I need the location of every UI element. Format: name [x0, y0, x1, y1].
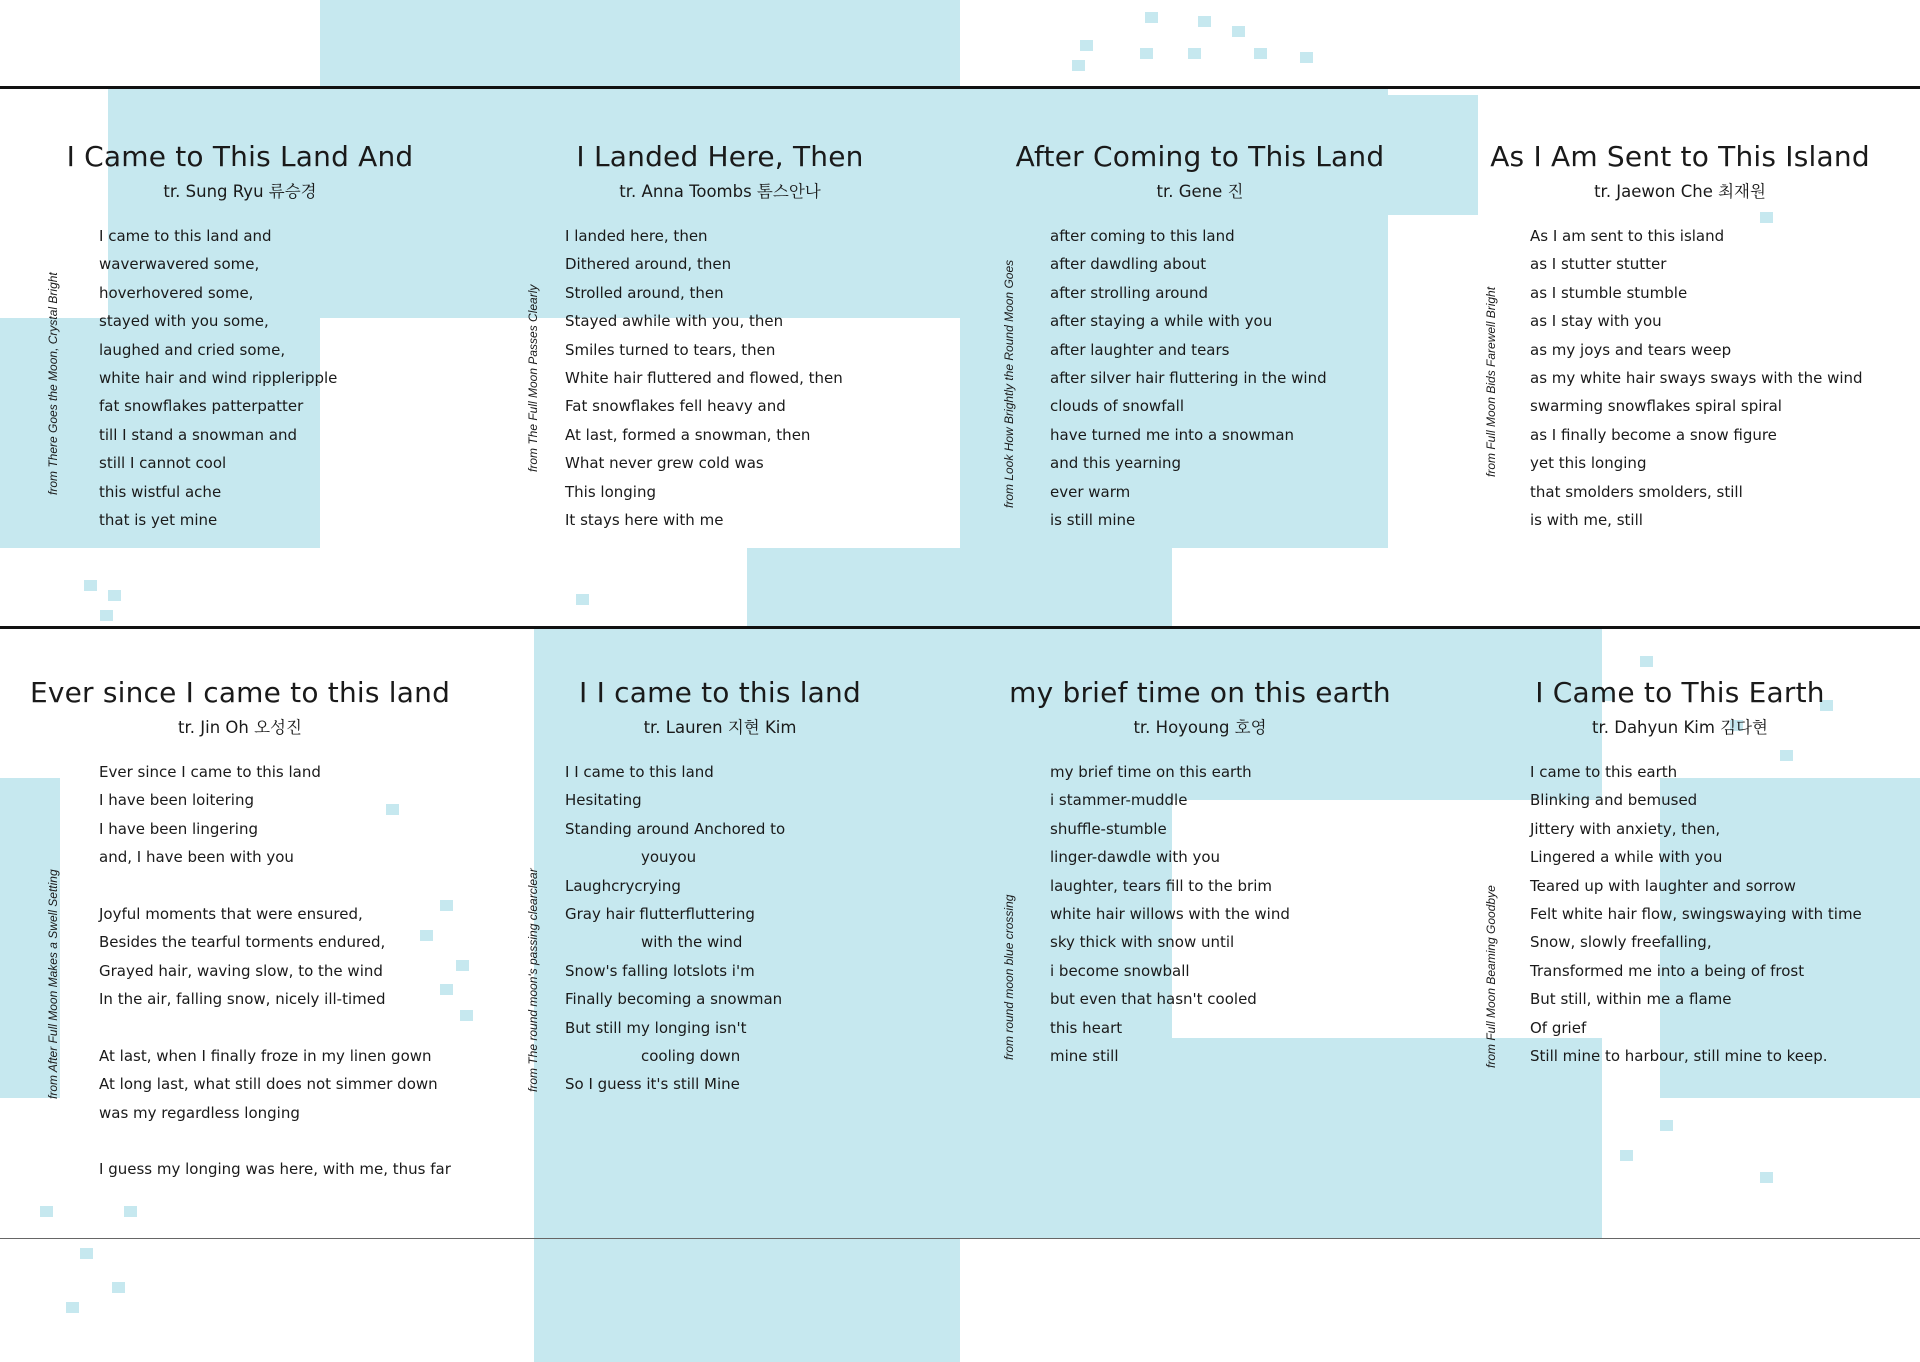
background-block [320, 0, 960, 88]
poem-title: I Came to This Land And [66, 140, 414, 173]
poem-line: till I stand a snowman and [99, 425, 298, 444]
poem-line [99, 872, 451, 900]
poem-source: from Full Moon Bids Farewell Bright [1484, 286, 1498, 477]
poem-title: I I came to this land [579, 676, 861, 709]
poem-line: yet this longing [1530, 454, 1647, 473]
poem-line: Finally becoming a snowman [565, 990, 783, 1009]
poem-line: sky thick with snow until [1050, 933, 1235, 952]
poem-line: waverwavered some, [99, 255, 260, 274]
poem-source: from Full Moon Beaming Goodbye [1484, 885, 1498, 1068]
poem-card [0, 676, 480, 1236]
poem-line: still I cannot cool [99, 454, 227, 473]
snowflake-speck [1188, 48, 1201, 59]
poem-line: as I stumble stumble [1530, 283, 1688, 302]
poem-line: as I stutter stutter [1530, 255, 1667, 274]
poem-translator: tr. Anna Toombs 톰스안나 [619, 182, 821, 201]
poem-line: But still my longing isn't [565, 1018, 747, 1037]
poem-line: mine still [1050, 1046, 1119, 1065]
poem-line: Felt white hair flow, swingswaying with time [1530, 904, 1862, 923]
poem-line: youyou [641, 848, 697, 867]
poem-translator: tr. Sung Ryu 류승경 [163, 182, 317, 201]
poem-line: after silver hair fluttering in the wind [1050, 368, 1327, 387]
poem-line: So I guess it's still Mine [565, 1075, 740, 1094]
poem-source: from Look How Brightly the Round Moon Goes [1002, 259, 1016, 508]
snowflake-speck [1254, 48, 1267, 59]
poem-line: White hair fluttered and flowed, then [565, 368, 843, 387]
poem-card [480, 676, 960, 1236]
poem-line: Still mine to harbour, still mine to keep. [1530, 1046, 1828, 1065]
poem-card [0, 140, 480, 640]
poem-line: as I finally become a snow figure [1530, 425, 1777, 444]
poem-translator: tr. Jin Oh 오성진 [178, 718, 302, 737]
poem-line: as I stay with you [1530, 312, 1662, 331]
poem-card [1440, 140, 1920, 640]
poem-line: i become snowball [1050, 961, 1190, 980]
poem-line: I came to this earth [1530, 763, 1678, 781]
poem-title: I Came to This Earth [1535, 676, 1825, 709]
poem-line: after staying a while with you [1050, 312, 1273, 331]
poem-card [1440, 676, 1920, 1236]
poem-line: with the wind [641, 933, 743, 952]
poem-line: Joyful moments that were ensured, [99, 904, 363, 923]
poem-line: as my joys and tears weep [1530, 340, 1732, 359]
poem-line: and, I have been with you [99, 848, 294, 867]
poem-line: Stayed awhile with you, then [565, 312, 784, 331]
poem-line: fat snowflakes patterpatter [99, 397, 304, 416]
poem-line: ever warm [1050, 482, 1131, 501]
background-block [747, 1238, 960, 1362]
poem-line: I landed here, then [565, 227, 708, 245]
poem-line: I guess my longing was here, with me, thus far [99, 1160, 451, 1179]
poem-line: my brief time on this earth [1050, 763, 1252, 781]
snowflake-speck [690, 660, 703, 671]
poem-line [99, 1014, 451, 1042]
poem-line: Strolled around, then [565, 283, 724, 302]
poem-line: is with me, still [1530, 510, 1643, 529]
poem-translator: tr. Jaewon Che 최재원 [1594, 182, 1766, 201]
poem-title: Ever since I came to this land [29, 676, 451, 709]
snowflake-speck [1444, 660, 1457, 671]
poem-translator: tr. Hoyoung 호영 [1133, 718, 1267, 737]
poem-line: Fat snowflakes fell heavy and [565, 397, 786, 416]
poem-line: after coming to this land [1050, 227, 1235, 245]
snowflake-speck [1232, 26, 1245, 37]
poem-line: shuffle-stumble [1050, 819, 1167, 838]
bottom-rule [0, 1238, 1920, 1239]
poem-source: from There Goes the Moon, Crystal Bright [46, 272, 60, 495]
poem-line: swarming snowflakes spiral spiral [1530, 397, 1782, 416]
poem-lines [99, 222, 337, 534]
poem-line: cooling down [641, 1046, 741, 1065]
poem-line: after strolling around [1050, 283, 1209, 302]
snowflake-speck [66, 1302, 79, 1313]
poem-title: I Landed Here, Then [576, 140, 864, 173]
poem-source: from After Full Moon Makes a Swell Setting [46, 869, 60, 1099]
poem-line: At last, when I finally froze in my linen gown [99, 1046, 432, 1065]
snowflake-speck [80, 1248, 93, 1259]
top-rule [0, 86, 1920, 89]
poem-line: have turned me into a snowman [1050, 425, 1295, 444]
poem-line: Hesitating [565, 791, 642, 810]
poem-card [960, 140, 1440, 640]
poem-line: Snow's falling lotslots i'm [565, 961, 755, 980]
poem-card [480, 140, 960, 640]
poem-source: from The round moon's passing clearclear [526, 868, 540, 1092]
poem-line: Gray hair flutterfluttering [565, 904, 755, 923]
poem-line: Besides the tearful torments endured, [99, 933, 386, 952]
poem-line: as my white hair sways sways with the wind [1530, 368, 1863, 387]
poem-line: Lingered a while with you [1530, 848, 1723, 867]
poem-line: At last, formed a snowman, then [565, 425, 811, 444]
poem-lines [1530, 222, 1863, 534]
poem-line: As I am sent to this island [1530, 227, 1725, 245]
poem-line: was my regardless longing [99, 1103, 300, 1122]
poem-line: Of grief [1530, 1018, 1587, 1037]
poem-translator: tr. Dahyun Kim 김다현 [1592, 718, 1768, 737]
poem-line: after dawdling about [1050, 255, 1207, 274]
poem-card [960, 676, 1440, 1236]
snowflake-speck [1072, 60, 1085, 71]
poem-title: my brief time on this earth [1009, 676, 1391, 709]
poem-line: I I came to this land [565, 763, 714, 781]
poem-line: This longing [565, 482, 656, 501]
poem-lines [565, 758, 785, 1099]
poem-line: linger-dawdle with you [1050, 848, 1221, 867]
poem-line: Standing around Anchored to [565, 819, 786, 838]
poem-translator: tr. Gene 진 [1156, 182, 1244, 201]
snowflake-speck [1080, 40, 1093, 51]
poem-line: that smolders smolders, still [1530, 482, 1743, 501]
poem-line: I have been lingering [99, 819, 258, 838]
poem-line: Grayed hair, waving slow, to the wind [99, 961, 383, 980]
poem-line: I have been loitering [99, 791, 255, 810]
poem-line: is still mine [1050, 510, 1136, 529]
snowflake-speck [1140, 48, 1153, 59]
poem-line: white hair willows with the wind [1050, 904, 1290, 923]
poem-line: Smiles turned to tears, then [565, 340, 776, 359]
snowflake-speck [1198, 16, 1211, 27]
poem-lines [99, 758, 451, 1184]
poem-line: Blinking and bemused [1530, 791, 1698, 810]
poem-source: from round moon blue crossing [1002, 894, 1016, 1060]
poem-line: and this yearning [1050, 454, 1182, 473]
poem-lines [565, 222, 843, 534]
poem-line: Ever since I came to this land [99, 763, 321, 781]
poem-line: this wistful ache [99, 482, 222, 501]
poem-line: that is yet mine [99, 510, 218, 529]
poem-line: hoverhovered some, [99, 283, 254, 302]
poem-line: At long last, what still does not simmer down [99, 1075, 438, 1094]
poem-line: but even that hasn't cooled [1050, 990, 1257, 1009]
snowflake-speck [112, 1282, 125, 1293]
poem-line: Laughcrycrying [565, 876, 681, 895]
poem-line: after laughter and tears [1050, 340, 1230, 359]
poem-line: Jittery with anxiety, then, [1530, 819, 1721, 838]
poem-lines [1050, 758, 1290, 1070]
poem-line: Teared up with laughter and sorrow [1530, 876, 1796, 895]
poem-line: In the air, falling snow, nicely ill-timed [99, 990, 386, 1009]
poem-source: from The Full Moon Passes Clearly [526, 284, 540, 472]
poem-line: this heart [1050, 1018, 1123, 1037]
poem-line: laughter, tears fill to the brim [1050, 876, 1272, 895]
snowflake-speck [1640, 656, 1653, 667]
poem-line: It stays here with me [565, 510, 724, 529]
poem-line: I came to this land and [99, 227, 272, 245]
poem-line: What never grew cold was [565, 454, 764, 473]
snowflake-speck [1300, 52, 1313, 63]
poem-lines [1050, 222, 1327, 534]
poem-line: Dithered around, then [565, 255, 732, 274]
poem-lines [1530, 758, 1862, 1070]
poem-line: i stammer-muddle [1050, 791, 1188, 810]
poem-line: Snow, slowly freefalling, [1530, 933, 1712, 952]
poem-title: After Coming to This Land [1015, 140, 1385, 173]
poem-line: laughed and cried some, [99, 340, 286, 359]
poem-title: As I Am Sent to This Island [1490, 140, 1870, 173]
poem-line: stayed with you some, [99, 312, 269, 331]
snowflake-speck [1145, 12, 1158, 23]
poem-line: white hair and wind rippleripple [99, 368, 338, 387]
poem-line: But still, within me a flame [1530, 990, 1732, 1009]
poem-line: Transformed me into a being of frost [1530, 961, 1805, 980]
poem-line: clouds of snowfall [1050, 397, 1185, 416]
poem-line [99, 1127, 451, 1155]
poem-translator: tr. Lauren 지현 Kim [643, 718, 797, 737]
